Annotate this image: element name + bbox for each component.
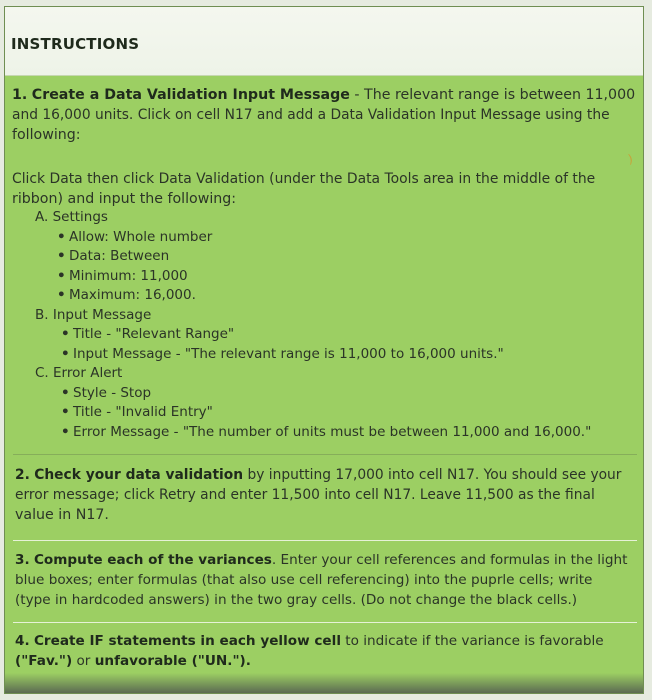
step-4-unfav: unfavorable ("UN."). — [94, 653, 251, 669]
step-2-text: by inputting 17,000 into cell N17. You should see your — [243, 467, 622, 483]
bottom-shadow — [5, 673, 643, 693]
step-3-bold-label: Compute each of the variances — [33, 552, 272, 568]
section-c-label: C. Error Alert — [35, 365, 123, 381]
step-4-number: 4. — [15, 633, 30, 649]
step-4-bold-label: Create IF statements in each yellow cell — [33, 633, 341, 649]
step-2-line-2: error message; click Retry and enter 11,500 into cell N17. Leave 11,500 as the final — [15, 487, 595, 503]
paragraph-line-1: Click Data then click Data Validation (under the Data Tools area in the middle of the — [12, 171, 596, 187]
section-c-bullet: • Title - "Invalid Entry" — [61, 403, 213, 422]
section-c-bullet: • Style - Stop — [61, 384, 151, 403]
step-3-number: 3. — [15, 552, 30, 568]
step-1-line-1 — [12, 85, 638, 105]
divider — [13, 454, 637, 455]
section-b-label: B. Input Message — [35, 307, 152, 323]
section-a-label: A. Settings — [35, 209, 108, 225]
divider — [13, 622, 637, 623]
step-2-bold-label: Check your data validation — [34, 467, 244, 483]
step-4-text: to indicate if the variance is favorable — [340, 633, 604, 649]
step-4-line-1 — [15, 631, 637, 651]
section-c-bullet: • Error Message - "The number of units must be between 11,000 and 16,000." — [61, 423, 591, 442]
section-b-bullet: • Title - "Relevant Range" — [61, 325, 234, 344]
step-2-number: 2. — [15, 467, 30, 483]
step-2-line-3: value in N17. — [15, 507, 109, 523]
section-a-bullet: • Data: Between — [57, 247, 169, 266]
paragraph-line-2: ribbon) and input the following: — [12, 191, 237, 207]
step-3-line-3: (type in hardcoded answers) in the two gray cells. (Do not change the black cells.) — [15, 592, 578, 608]
section-a-bullet: • Maximum: 16,000. — [57, 286, 196, 305]
step-4-line-2 — [15, 651, 251, 671]
step-3-line-2: blue boxes; enter formulas (that also use cell referencing) into the puprle cells; write — [15, 572, 593, 588]
step-1-line-3: following: — [12, 127, 81, 143]
step-1-text: - The relevant range is between 11,000 — [349, 87, 636, 103]
step-4-or: or — [72, 653, 95, 669]
pencil-mark-icon: ) — [627, 151, 635, 167]
step-3-text: . Enter your cell references and formulas in the light — [271, 552, 628, 568]
step-1-number: 1. — [12, 87, 28, 103]
instructions-header — [5, 7, 643, 76]
step-3-line-1 — [15, 550, 637, 570]
section-a-bullet: • Minimum: 11,000 — [57, 267, 188, 286]
section-b-bullet: • Input Message - "The relevant range is 11,000 to 16,000 units." — [61, 345, 504, 364]
divider — [13, 540, 637, 541]
step-1-line-2: and 16,000 units. Click on cell N17 and add a Data Validation Input Message using the — [12, 107, 610, 123]
section-a-bullet: • Allow: Whole number — [57, 228, 212, 247]
step-1-bold-label: Create a Data Validation Input Message — [31, 87, 350, 103]
instructions-title: INSTRUCTIONS — [11, 35, 140, 53]
step-2-line-1 — [15, 465, 637, 485]
step-4-fav: ("Fav.") — [15, 653, 73, 669]
instructions-panel — [4, 6, 644, 694]
